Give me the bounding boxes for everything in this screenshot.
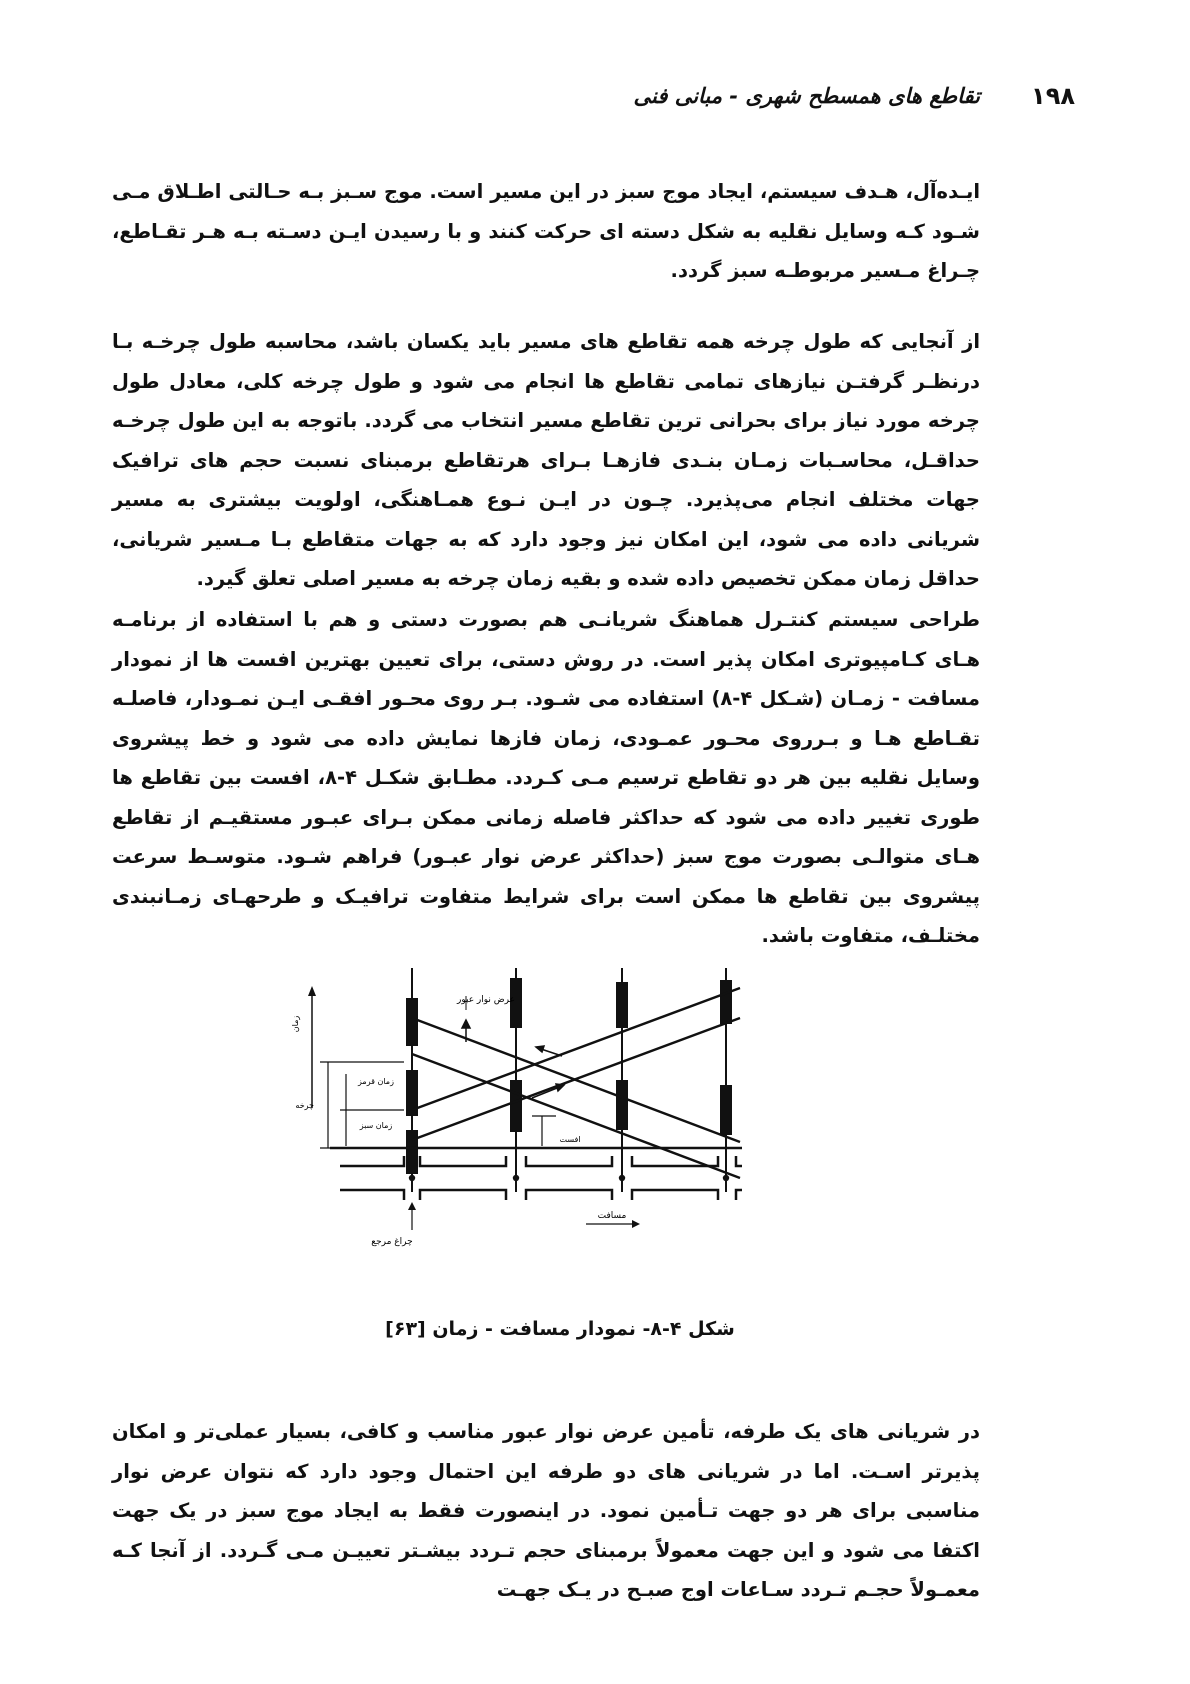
red-phase-block xyxy=(406,1130,418,1174)
paragraph-1: ایـده‌آل، هـدف سیستم، ایجاد موج سبز در این مسیر است. موج سـبز بـه حـالتی اطـلاق مـی شـود کـه وسایل نقلیه به شکل دسته ای حرکت کنند و با رسیدن ایـن دسـته بـه هـر تقـاطع، چـراغ مـسیر مربوطـه سبز گردد. xyxy=(112,180,980,282)
paragraph-4: در شریانی های یک طرفه، تأمین عرض نوار عبور مناسب و کافی، بسیار عملی‌تر و امکان پذیرتر اسـت. اما در شریانی های دو طرفه این احتمال وجود دارد که نتوان عرض نوار مناسبی برای هر دو جهت تـأمین نمود. در اینصورت فقط به ایجاد موج سبز در یک جهت اکتفا می شود و این جهت معمولاً برمبنای حجم تـردد بیشـتر تعییـن مـی گـردد. از آنجا کـه معمـولاً حجـم تـردد سـاعات اوج صبـح در یـک جهـت xyxy=(112,1420,980,1601)
red-phase-block xyxy=(720,980,732,1024)
paragraph-3: طراحی سیستم کنتـرل هماهنگ شریانـی هم بصورت دستی و هم با استفاده از برنامـه هـای کـامپیوتری امکان پذیر است. در روش دستی، برای تعیین بهترین افست ها از نمودار مسافت - زمـان (شـکل ۴-۸) استفاده می شـود. بـر روی محـور افقـی ایـن نمـودار، فاصلـه تقـاطع هـا و بـرروی محـور عمـودی، زمان فازها نمایش داده می شود و خط پیشروی وسایل نقلیه بین هر دو تقاطع ترسیم مـی کـردد. مطـابق شکـل ۴-۸، افست بین تقاطع ها طوری تغییر داده می شود که حداکثر فاصله زمانی ممکن بـرای عبـور مستقیـم از تقاطع هـای متوالـی بصورت موج سبز (حداکثر عرض نوار عبـور) فراهم شـود. متوسـط سرعت پیشروی بین تقاطع ها ممکن است برای شرایط متفاوت ترافیـک و طرحهـای زمـانبندی مختلـف، متفاوت باشد. xyxy=(112,608,980,947)
figure-caption: شکل ۴-۸- نمودار مسافت - زمان [۶۳] xyxy=(385,1318,735,1340)
red-phase-block xyxy=(616,982,628,1028)
red-phase-block xyxy=(720,1085,732,1135)
reference-arrowhead xyxy=(408,1202,416,1210)
signal-dot xyxy=(619,1175,625,1181)
arrow-head xyxy=(462,1020,470,1028)
street-curb-bottom xyxy=(340,1190,742,1200)
street-curb-top xyxy=(340,1156,742,1166)
paragraph-2: از آنجایی که طول چرخه همه تقاطع های مسیر باید یکسان باشد، محاسبه طول چرخـه بـا درنظـر گرفتـن نیازهای تمامی تقاطع ها انجام می شود و طول چرخه کلی، معادل طول چرخه مورد نیاز برای بحرانی ترین تقاطع مسیر انتخاب می گردد. باتوجه به این طول چرخـه حداقـل، محاسـبات زمـان بنـدی فازهـا بـرای هرتقاطع برمبنای نسبت حجم های ترافیک جهات مختلف انجام می‌پذیرد. چـون در ایـن نـوع همـاهنگی، اولویت بیشتری به مسیر شریانی داده می شود، این امکان نیز وجود دارد که به جهات متقاطع بـا مـسیر شریانی، حداقل زمان ممکن تخصیص داده شده و بقیه زمان چرخه به مسیر اصلی تعلق گیرد. xyxy=(112,330,980,590)
band-width-label: عرض نوار عبور xyxy=(456,995,516,1005)
distance-arrowhead xyxy=(632,1220,640,1228)
signal-dot xyxy=(409,1175,415,1181)
running-title: تقاطع های همسطح شهری - مبانی فنی xyxy=(633,84,980,108)
arrow-head xyxy=(536,1046,544,1052)
time-axis-label: زمان xyxy=(291,1015,300,1033)
distance-label: مسافت xyxy=(597,1211,627,1221)
arrow-head xyxy=(556,1084,564,1091)
distance-time-diagram xyxy=(291,960,820,1275)
signal-dot xyxy=(513,1175,519,1181)
signal-dot xyxy=(723,1175,729,1181)
red-time-label: زمان قرمز xyxy=(358,1077,394,1086)
red-phase-block xyxy=(406,998,418,1046)
offset-label: افست xyxy=(559,1135,581,1144)
page-header xyxy=(110,70,1075,120)
page-number: ۱۹۸ xyxy=(1031,82,1075,110)
band-line-south-2 xyxy=(412,1054,740,1178)
red-phase-block xyxy=(616,1080,628,1130)
red-phase-block xyxy=(510,1080,522,1132)
time-axis-arrowhead xyxy=(308,986,316,996)
cycle-label: چرخه xyxy=(295,1101,314,1110)
green-time-label: زمان سبز xyxy=(359,1121,393,1130)
band-line-north-1 xyxy=(412,988,740,1110)
reference-signal-label: چراغ مرجع xyxy=(371,1237,413,1247)
